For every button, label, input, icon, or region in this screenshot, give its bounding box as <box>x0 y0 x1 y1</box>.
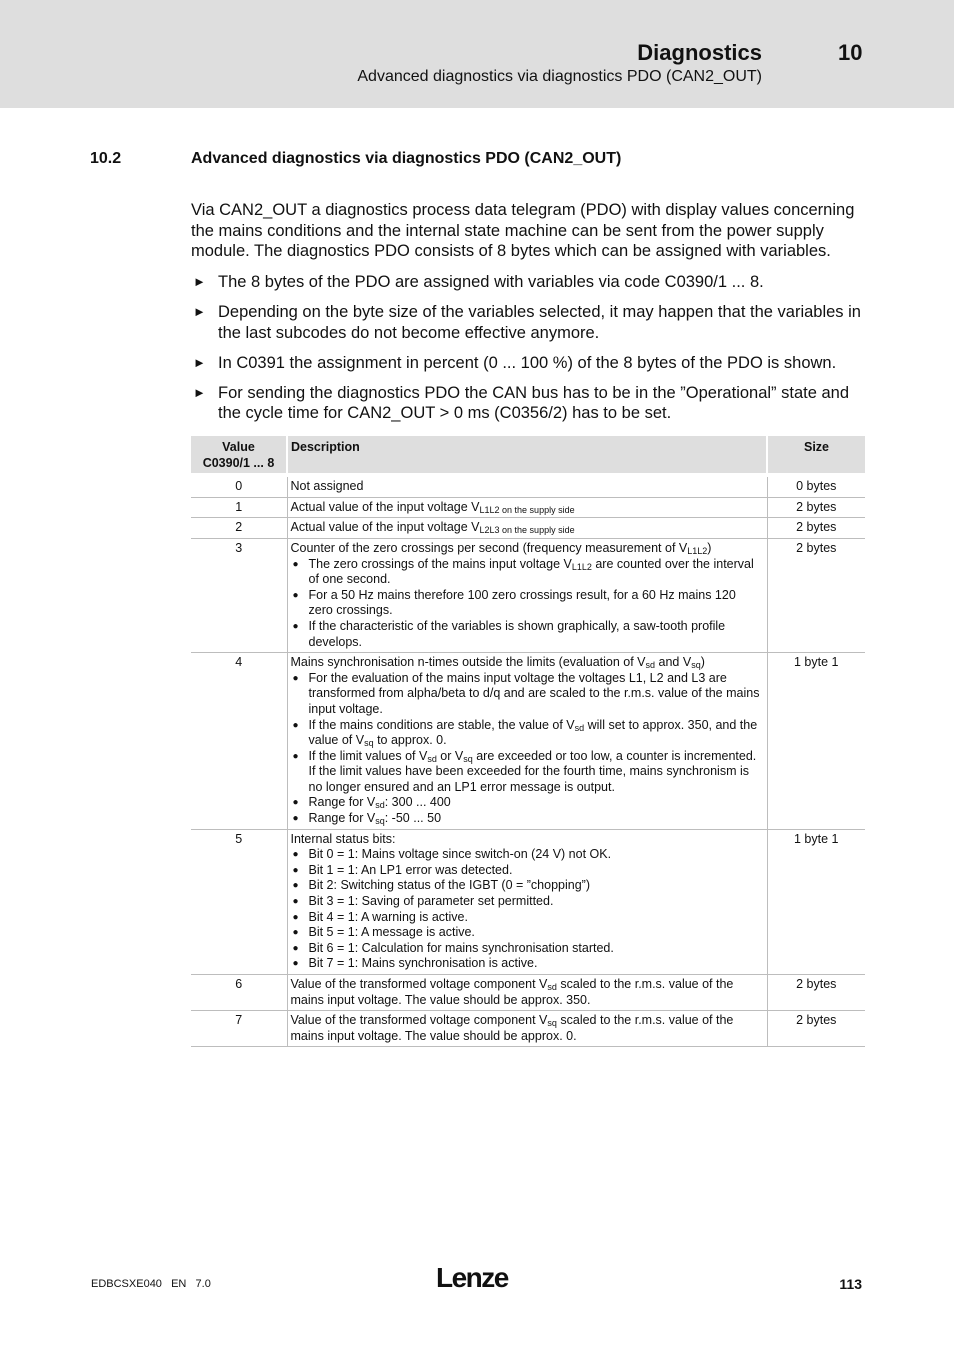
table-row: 3 Counter of the zero crossings per second (frequency measurement of $V_{L1L2}$) ● The zero crossings of the mains input voltage $V_{L1L2}$ are counted over the interval of one second. ● For a 50 Hz mains therefore 100 zero crossings result, for a 60 Hz mains 120 zero crossings. ● If the characteristic of the variables is shown graphically, a saw-tooth profile develops. 2 bytes <box>191 538 865 652</box>
list-item: ● If the characteristic of the variables is shown graphically, a saw-tooth profile develops. <box>292 618 726 649</box>
list-item: ● Range for $V_{sq}$: -50 ... 50 <box>292 811 442 827</box>
pdo-assignment-table <box>191 436 865 1047</box>
chapter-title: Diagnostics <box>637 40 762 65</box>
column-header-value: Value C0390/1 ... 8 <box>191 436 287 473</box>
table-row: 4 Mains synchronisation n-times outside the limits (evaluation of $V_{sd}$ and $V_{sq}$) ● For the evaluation of the mains input voltage the voltages L1, L2 and L3 are transformed from alpha/beta to d/q and are scaled to the r.m.s. value of the mains input voltage. ● If the mains conditions are stable, the value of $V_{sd}$ will set to approx. 350, and the value of $V_{sq}$ to approx. 0. ● If the limit values of $V_{sd}$ or $V_{sq}$ are exceeded or too low, a counter is incremented. If the limit values have been exceeded for the fourth time, mains synchronism is no longer ensured and an LP1 error message is output. ● Range for $V_{sd}$: 300 ... 400 ● Range for $V_{sq}$: -50 ... 50 1 byte 1 <box>191 653 865 830</box>
list-item: ● Bit 4 = 1: A warning is active. <box>292 909 468 924</box>
bullet-dot-icon: ● <box>292 672 299 684</box>
bullet-dot-icon: ● <box>292 896 299 908</box>
bullet-dot-icon: ● <box>292 958 299 970</box>
list-item: ● If the mains conditions are stable, the value of $V_{sd}$ will set to approx. 350, and the value of $V_{sq}$ to approx. 0. <box>292 717 758 749</box>
list-item: ● Bit 2: Switching status of the IGBT (0 = ”chopping”) <box>292 878 591 893</box>
triangle-bullet-icon: ► <box>193 354 206 370</box>
bullet-dot-icon: ● <box>292 558 299 570</box>
triangle-bullet-icon: ► <box>193 304 206 319</box>
column-header-description: Description <box>287 436 767 473</box>
bullet-dot-icon: ● <box>292 927 299 939</box>
column-header-size: Size <box>767 436 865 473</box>
bullet-dot-icon: ● <box>292 589 299 601</box>
bullet-dot-icon: ● <box>292 813 299 825</box>
list-item: ● Bit 5 = 1: A message is active. <box>292 925 475 940</box>
bullet-dot-icon: ● <box>292 880 299 892</box>
lenze-logo: Lenze <box>436 1262 508 1293</box>
list-item: ● The zero crossings of the mains input voltage $V_{L1L2}$ are counted over the interval of one second. <box>292 556 754 587</box>
bullet-dot-icon: ● <box>292 797 299 809</box>
page-number: 113 <box>839 1276 862 1292</box>
list-item: ● If the limit values of $V_{sd}$ or $V_{sq}$ are exceeded or too low, a counter is incremented. If the limit values have been exceeded for the fourth time, mains synchronism is no longer ensured and an LP1 error message is output. <box>292 748 757 794</box>
bullet-dot-icon: ● <box>292 719 299 731</box>
table-row: 0 Not assigned 0 bytes <box>191 477 865 497</box>
bullet-dot-icon: ● <box>292 620 299 632</box>
list-item: ● Range for $V_{sd}$: 300 ... 400 <box>292 795 451 811</box>
list-item: ► The 8 bytes of the PDO are assigned with variables via code C0390/1 ... 8. <box>193 273 764 291</box>
bullet-list <box>191 272 865 433</box>
list-item: ● Bit 3 = 1: Saving of parameter set permitted. <box>292 894 554 909</box>
section-number: 10.2 <box>90 150 122 167</box>
list-item: ● Bit 1 = 1: An LP1 error was detected. <box>292 862 513 877</box>
list-item: ► In C0391 the assignment in percent (0 ... 100 %) of the 8 bytes of the PDO is shown. <box>193 353 837 372</box>
list-item: ● Bit 6 = 1: Calculation for mains synchronisation started. <box>292 940 614 955</box>
header-subtitle: Advanced diagnostics via diagnostics PDO (CAN2_OUT) <box>357 68 762 85</box>
list-item: ● For the evaluation of the mains input voltage the voltages L1, L2 and L3 are transformed from alpha/beta to d/q and are scaled to the r.m.s. value of the mains input voltage. <box>292 670 760 716</box>
table-row: 2 Actual value of the input voltage $V_{L2L3 on the supply side}$ 2 bytes <box>191 518 865 539</box>
document-id: EDBCSXE040 EN 7.0 <box>91 1278 211 1290</box>
intro-paragraph: Via CAN2_OUT a diagnostics process data telegram (PDO) with display values concerning the mains conditions and the internal state machine can be sent from the power supply module. The diagnostics PDO consists of 8 bytes which can be assigned with variables. <box>191 201 855 260</box>
bullet-dot-icon: ● <box>292 864 299 876</box>
triangle-bullet-icon: ► <box>193 384 206 400</box>
table-header-row <box>191 436 865 473</box>
table-row: 7 Value of the transformed voltage component $V_{sq}$ scaled to the r.m.s. value of the mains input voltage. The value should be approx. 0. 2 bytes <box>191 1011 865 1047</box>
section-title: Advanced diagnostics via diagnostics PDO (CAN2_OUT) <box>191 150 622 167</box>
table-row: 6 Value of the transformed voltage component $V_{sd}$ scaled to the r.m.s. value of the mains input voltage. The value should be approx. 350. 2 bytes <box>191 975 865 1011</box>
table-row: 1 Actual value of the input voltage $V_{L1L2 on the supply side}$ 2 bytes <box>191 497 865 518</box>
bullet-dot-icon: ● <box>292 750 299 762</box>
bullet-dot-icon: ● <box>292 911 299 923</box>
table-row: 5 Internal status bits: ● Bit 0 = 1: Mains voltage since switch-on (24 V) not OK. ● Bit 1 = 1: An LP1 error was detected. ● Bit 2: Switching status of the IGBT (0 = ”chopping”) ● Bit 3 = 1: Saving of parameter set permitted. ● Bit 4 = 1: A warning is active. ● Bit 5 = 1: A message is active. ● Bit 6 = 1: Calculation for mains synchronisation started. ● Bit 7 = 1: Mains synchronisation is active. 1 byte 1 <box>191 829 865 974</box>
page-header <box>0 0 954 108</box>
bullet-dot-icon: ● <box>292 849 299 861</box>
bullet-dot-icon: ● <box>292 942 299 954</box>
triangle-bullet-icon: ► <box>193 274 206 289</box>
list-item: ► For sending the diagnostics PDO the CAN bus has to be in the ”Operational” state and the cycle time for CAN2_OUT > 0 ms (C0356/2) has to be set. <box>193 383 850 422</box>
list-item: ● For a 50 Hz mains therefore 100 zero crossings result, for a 60 Hz mains 120 zero crossings. <box>292 587 736 618</box>
list-item: ● Bit 7 = 1: Mains synchronisation is active. <box>292 956 538 971</box>
list-item: ► Depending on the byte size of the variables selected, it may happen that the variables in the last subcodes do not become effective anymore. <box>193 303 861 342</box>
chapter-number: 10 <box>838 40 863 65</box>
list-item: ● Bit 0 = 1: Mains voltage since switch-on (24 V) not OK. <box>292 847 612 862</box>
